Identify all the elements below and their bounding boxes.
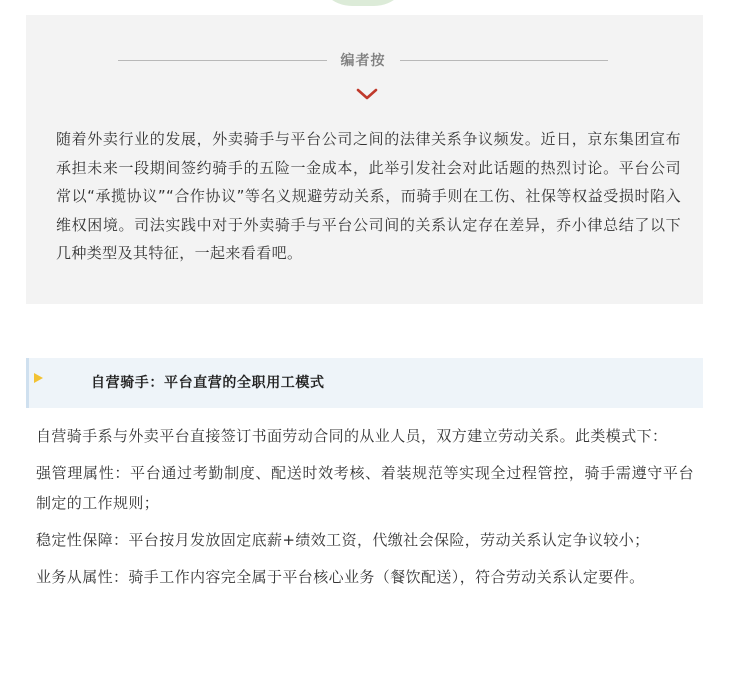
section-heading-bar (26, 358, 703, 408)
triangle-right-icon (34, 373, 43, 383)
chevron-down-icon (355, 86, 379, 102)
section-body (36, 421, 694, 599)
editor-note-box (26, 15, 703, 304)
top-decoration (316, 0, 410, 6)
intro-paragraph: 自营骑手系与外卖平台直接签订书面劳动合同的从业人员，双方建立劳动关系。此类模式下： (36, 427, 668, 445)
editor-note-title: 编者按 (340, 53, 386, 69)
section-heading: 自营骑手：平台直营的全职用工模式 (91, 375, 325, 391)
subordination-paragraph: 业务从属性：骑手工作内容完全属于平台核心业务（餐饮配送），符合劳动关系认定要件。 (36, 568, 645, 586)
management-paragraph: 强管理属性：平台通过考勤制度、配送时效考核、着装规范等实现全过程管控，骑手需遵守平台制定的工作规则； (36, 464, 694, 512)
divider-line-right (400, 60, 609, 61)
divider-line-left (118, 60, 327, 61)
stability-paragraph: 稳定性保障：平台按月发放固定底薪+绩效工资，代缴社会保险，劳动关系认定争议较小； (36, 531, 650, 549)
editor-note-header (118, 49, 608, 71)
editor-note-paragraph: 随着外卖行业的发展，外卖骑手与平台公司之间的法律关系争议频发。近日，京东集团宣布承担未来一段期间签约骑手的五险一金成本，此举引发社会对此话题的热烈讨论。平台公司常以“承揽协议”“合作协议”等名义规避劳动关系，而骑手则在工伤、社保等权益受损时陷入维权困境。司法实践中对于外卖骑手与平台公司间的关系认定存在差异，乔小律总结了以下几种类型及其特征，一起来看看吧。 (56, 130, 681, 263)
